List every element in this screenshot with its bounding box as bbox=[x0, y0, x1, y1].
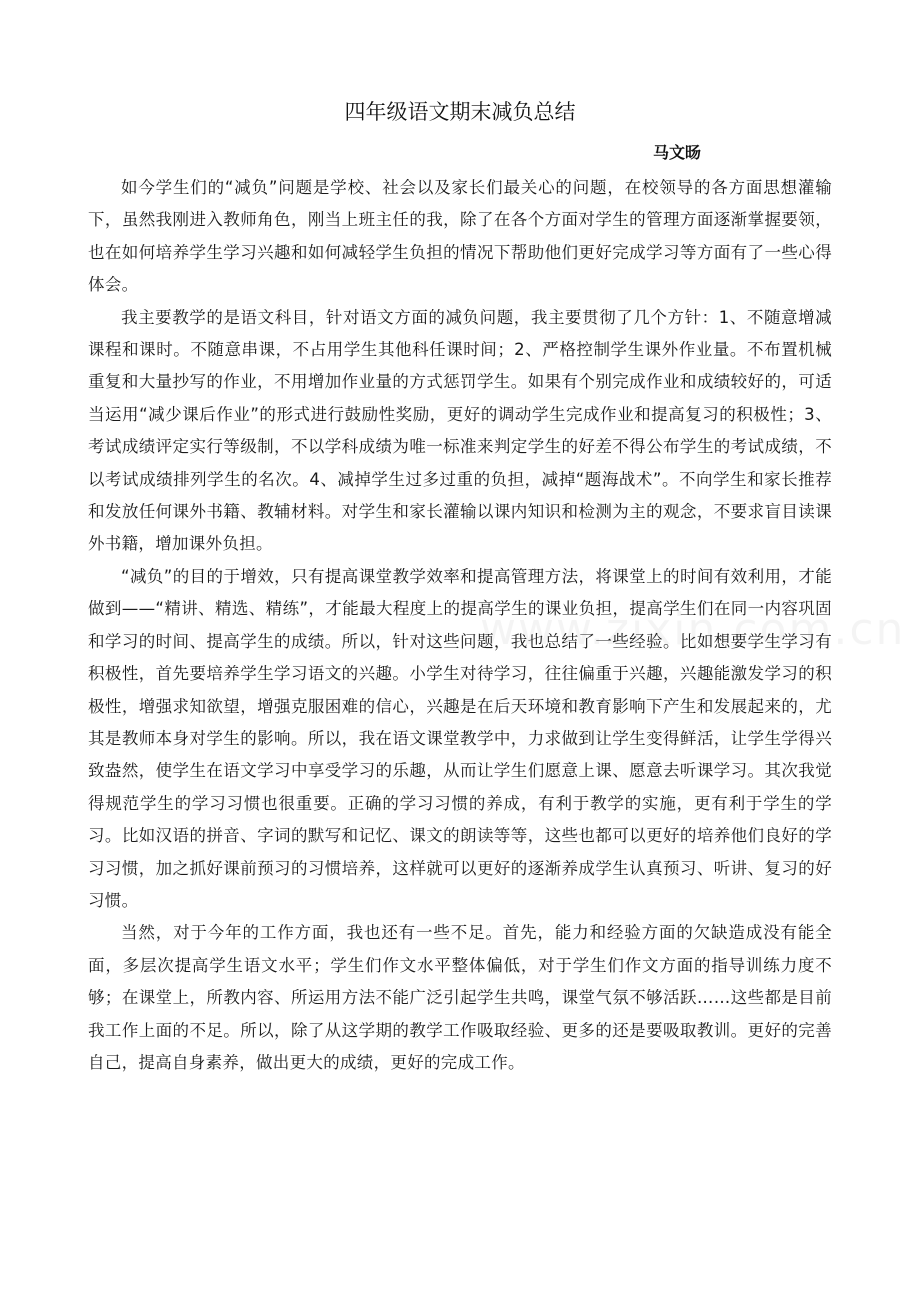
paragraph-intro: 如今学生们的“减负”问题是学校、社会以及家长们最关心的问题，在校领导的各方面思想灌输下，虽然我刚进入教师角色，刚当上班主任的我，除了在各个方面对学生的管理方面逐渐掌握要领，也在如何培养学生学习兴趣和如何减轻学生负担的情况下帮助他们更好完成学习等方面有了一些心得体会。 bbox=[88, 178, 832, 295]
paragraph-shortcomings: 当然，对于今年的工作方面，我也还有一些不足。首先，能力和经验方面的欠缺造成没有能全面，多层次提高学生语文水平；学生们作文水平整体偏低，对于学生们作文方面的指导训练力度不够；在课堂上，所教内容、所运用方法不能广泛引起学生共鸣，课堂气氛不够活跃……这些都是目前我工作上面的不足。所以，除了从这学期的教学工作吸取经验、更多的还是要吸取教训。更好的完善自己，提高自身素养，做出更大的成绩，更好的完成工作。 bbox=[88, 923, 832, 1072]
document-title: 四年级语文期末减负总结 bbox=[344, 100, 576, 124]
document-author: 马文旸 bbox=[653, 143, 702, 162]
document-body bbox=[88, 172, 832, 1079]
paragraph-policies: 我主要教学的是语文科目，针对语文方面的减负问题，我主要贯彻了几个方针：1、不随意增减课程和课时。不随意串课，不占用学生其他科任课时间；2、严格控制学生课外作业量。不布置机械重复和大量抄写的作业，不用增加作业量的方式惩罚学生。如果有个别完成作业和成绩较好的，可适当运用“减少课后作业”的形式进行鼓励性奖励，更好的调动学生完成作业和提高复习的积极性；3、考试成绩评定实行等级制，不以学科成绩为唯一标准来判定学生的好差不得公布学生的考试成绩，不以考试成绩排列学生的名次。4、减掉学生过多过重的负担，减掉“题海战术”。不向学生和家长推荐和发放任何课外书籍、教辅材料。对学生和家长灌输以课内知识和检测为主的观念，不要求盲目读课外书籍，增加课外负担。 bbox=[88, 307, 832, 554]
paragraph-experience: “减负”的目的于增效，只有提高课堂教学效率和提高管理方法，将课堂上的时间有效利用，才能做到——“精讲、精选、精练”，才能最大程度上的提高学生的课业负担，提高学生们在同一内容巩固和学习的时间、提高学生的成绩。所以，针对这些问题，我也总结了一些经验。比如想要学生学习有积极性，首先要培养学生学习语文的兴趣。小学生对待学习，往往偏重于兴趣，兴趣能激发学习的积极性，增强求知欲望，增强克服困难的信心，兴趣是在后天环境和教育影响下产生和发展起来的，尤其是教师本身对学生的影响。所以，我在语文课堂教学中，力求做到让学生变得鲜活，让学生学得兴致盎然，使学生在语文学习中享受学习的乐趣，从而让学生们愿意上课、愿意去听课学习。其次我觉得规范学生的学习习惯也很重要。正确的学习习惯的养成，有利于教学的实施，更有利于学生的学习。比如汉语的拼音、字词的默写和记忆、课文的朗读等等，这些也都可以更好的培养他们良好的学习习惯，加之抓好课前预习的习惯培养，这样就可以更好的逐渐养成学生认真预习、听讲、复习的好习惯。 bbox=[88, 566, 832, 910]
